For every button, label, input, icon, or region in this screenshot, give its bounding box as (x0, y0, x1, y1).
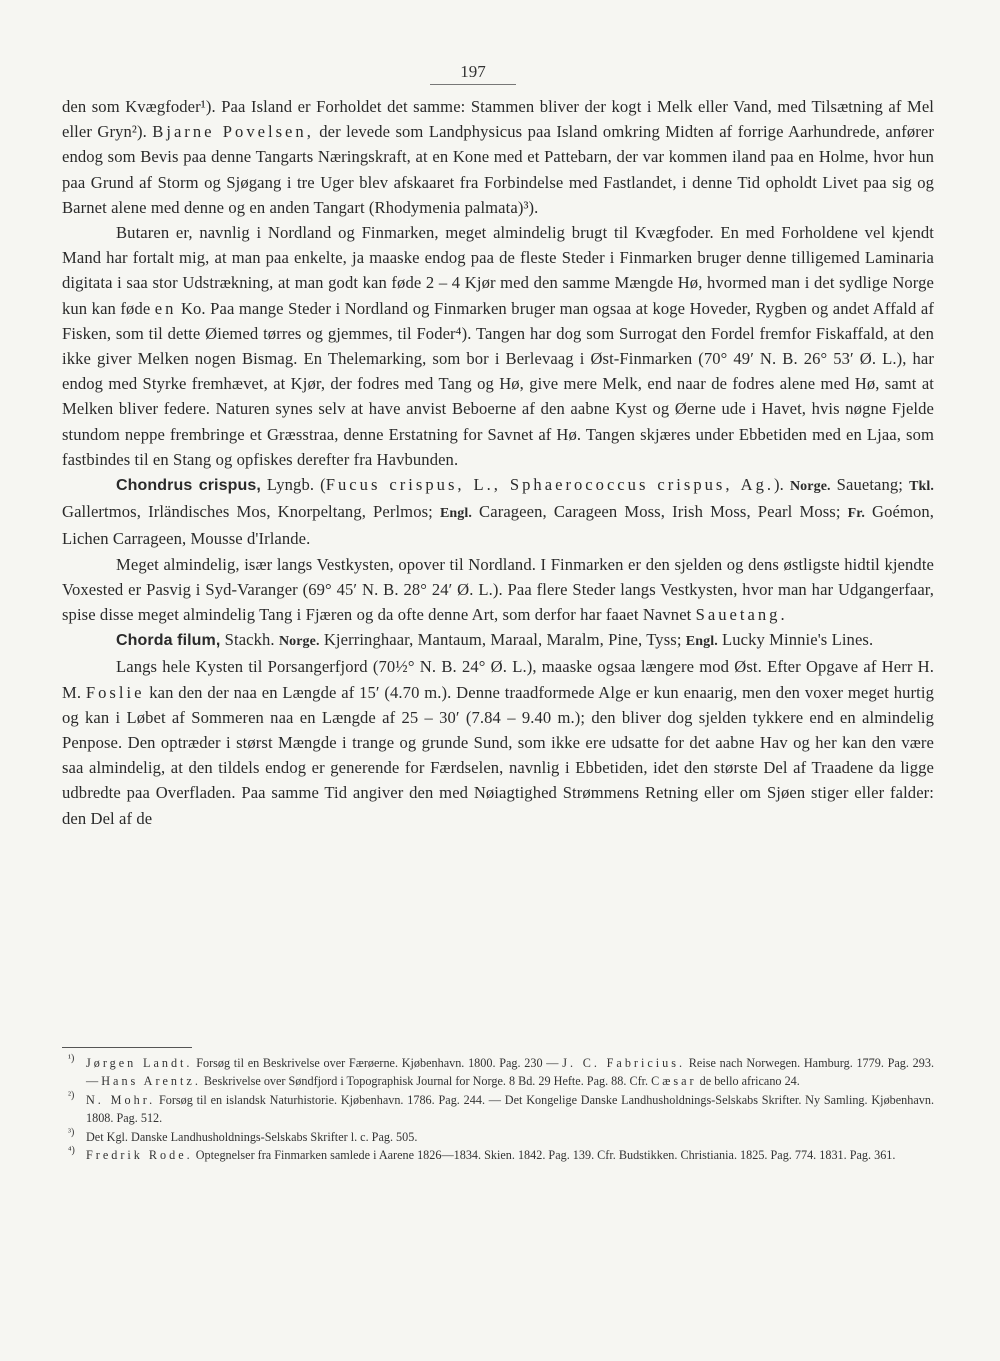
paragraph-intro: den som Kvægfoder¹). Paa Island er Forholdet det samme: Stammen bliver der kogt i Melk eller Vand, med Tilsætning af Mel eller Gryn²). Bjarne Povelsen, der levede som Landphysicus paa Island omkring Midten af forrige Aarhundrede, anfører endog som Bevis paa denne Tangarts Næringskraft, at en Kone med et Pattebarn, der var kommen iland paa en Holme, hvor hun paa Grund af Storm og Sjøgang i tre Uger blev afskaaret fra Forbindelse med Fastlandet, i denne Tid opholdt Livet paa sig og Barnet alene med denne og en anden Tangart (Rhodymenia palmata)³). (62, 97, 935, 217)
label-tkl: Tkl. (909, 479, 934, 495)
footnote-1: ¹) Jørgen Landt. Forsøg til en Beskrivelse over Færøerne. Kjøbenhavn. 1800. Pag. 230 — J. C. Fabricius. Reise nach Norwegen. Hamburg. 1779. Pag. 293. — Hans Arentz. Beskrivelse over Søndfjord i Topographisk Journal for Norge. 8 Bd. 29 Hefte. Pag. 88. Cfr. Cæsar de bello africano 24. (68, 1053, 935, 1089)
species-heading-chorda: Chorda filum, (116, 632, 221, 650)
paragraph-chorda-habitat: Langs hele Kysten til Porsangerfjord (70½° N. B. 24° Ø. L.), maaske ogsaa længere mod Øst. Efter Opgave af Herr H. M. Foslie kan den der naa en Længde af 15′ (4.70 m.). Denne traadformede Alge er kun enaarig, men den voxer meget hurtig og kan i Løbet af Sommeren naa en Længde af 25 – 30′ (7.84 – 9.40 m.); den bliver dog sjelden tykkere end en almindelig Penpose. Den optræder i størst Mængde i trange og grunde Sund, som ikke ere udsatte for det aabne Hav og her kan den være saa almindelig, at den tildels endog er generende for Færdselen, navnlig i Ebbetiden, idet den største Del af Traadene da ligge udbredte paa Overfladen. Paa samme Tid angiver den med Nøiagtighed Strømmens Retning eller om Sjøen stiger eller falder: den Del af de (62, 657, 934, 828)
page-number: 197 (430, 62, 516, 85)
footnote-rule (62, 1047, 192, 1048)
label-norge: Norge. (278, 634, 320, 650)
name-sauetang: Sauetang. (695, 605, 788, 625)
label-engl: Engl. (685, 634, 718, 650)
entry-chorda: Chorda filum, Stackh. Norge. Kjerringhaar, Mantaum, Maraal, Maralm, Pine, Tyss; Engl. Lucky Minnie's Lines. (116, 630, 874, 650)
footnote-4: ⁴) Fredrik Rode. Optegnelser fra Finmarken samlede i Aarene 1826—1834. Skien. 1842. Pag. 139. Cfr. Budstikken. Christiania. 1825. Pag. 774. 1831. Pag. 361. (68, 1145, 896, 1163)
label-fr: Fr. (847, 506, 865, 522)
label-norge: Norge. (789, 479, 831, 495)
species-heading-chondrus: Chondrus crispus, (116, 477, 261, 495)
synonyms: Fucus crispus, L., Sphaerococcus crispus, Ag. (325, 475, 775, 495)
paragraph-butaren: Butaren er, navnlig i Nordland og Finmarken, meget almindelig brugt til Kvægfoder. En med Forholdene vel kjendt Mand har fortalt mig, at man paa enkelte, ja maaske endog paa de fleste Steder i Finmarken bruger denne tilligemed Laminaria digitata i saa stor Udstrækning, at man godt kan føde 2 – 4 Kjør med den samme Mængde Hø, hvormed man i det sydlige Norge kun kan føde en Ko. Paa mange Steder i Nordland og Finmarken bruger man ogsaa at koge Hoveder, Rygben og andet Affald af Fisken, som til dette Øiemed tørres og gjemmes, til Foder⁴). Tangen har dog som Surrogat den Fordel fremfor Fiskaffald, at den ikke giver Melken nogen Bismag. En Thelemarking, som bor i Berlevaag i Øst-Finmarken (70° 49′ N. B. 26° 53′ Ø. L.), har endog med Styrke fremhævet, at Kjør, der fodres med Tang og Hø, give mere Melk, end naar de fodres alene med Hø, samt at Melken bliver federe. Naturen synes selv at have anvist Beboerne af den aabne Kyst og Øerne ude i Havet, hvis nøgne Fjelde stundom neppe frembringe et Græsstraa, denne Erstatning for Savnet af Hø. Tangen skjæres under Ebbetiden med en Ljaa, som fastbindes til en Stang og opfiskes derefter fra Havbunden. (62, 223, 934, 469)
footnotes (62, 1054, 934, 1164)
name-foslie: Foslie (85, 682, 145, 702)
footnote-3: ³) Det Kgl. Danske Landhusholdnings-Selskabs Skrifter l. c. Pag. 505. (68, 1126, 418, 1144)
main-text (62, 94, 934, 831)
label-engl: Engl. (439, 506, 472, 522)
author-name: Bjarne Povelsen, (152, 122, 314, 142)
entry-chondrus: Chondrus crispus, Lyngb. (Fucus crispus, L., Sphaerococcus crispus, Ag.). Norge. Sauetang; Tkl. Gallertmos, Irländisches Mos, Knorpeltang, Perlmos; Engl. Carageen, Carageen Moss, Irish Moss, Pearl Moss; Fr. Goémon, Lichen Carrageen, Mousse d'Irlande. (62, 475, 935, 549)
emphasis-en: en (154, 298, 177, 318)
footnote-2: ²) N. Mohr. Forsøg til en islandsk Naturhistorie. Kjøbenhavn. 1786. Pag. 244. — Det Kongelige Danske Landhusholdnings-Selskabs Skrifter. Ny Samling. Kjøbenhavn. 1808. Pag. 512. (68, 1089, 934, 1126)
paragraph-chondrus-habitat: Meget almindelig, især langs Vestkysten, opover til Nordland. I Finmarken er den sjelden og dens østligste hidtil kjendte Voxested er Pasvig i Syd-Varanger (69° 45′ N. B. 28° 24′ Ø. L.). Paa flere Steder langs Vestkysten, hvor man har Udgangerfaar, spise disse meget almindelig Tang i Fjæren og da ofte denne Art, som derfor har faaet Navnet Sauetang. (62, 554, 934, 625)
